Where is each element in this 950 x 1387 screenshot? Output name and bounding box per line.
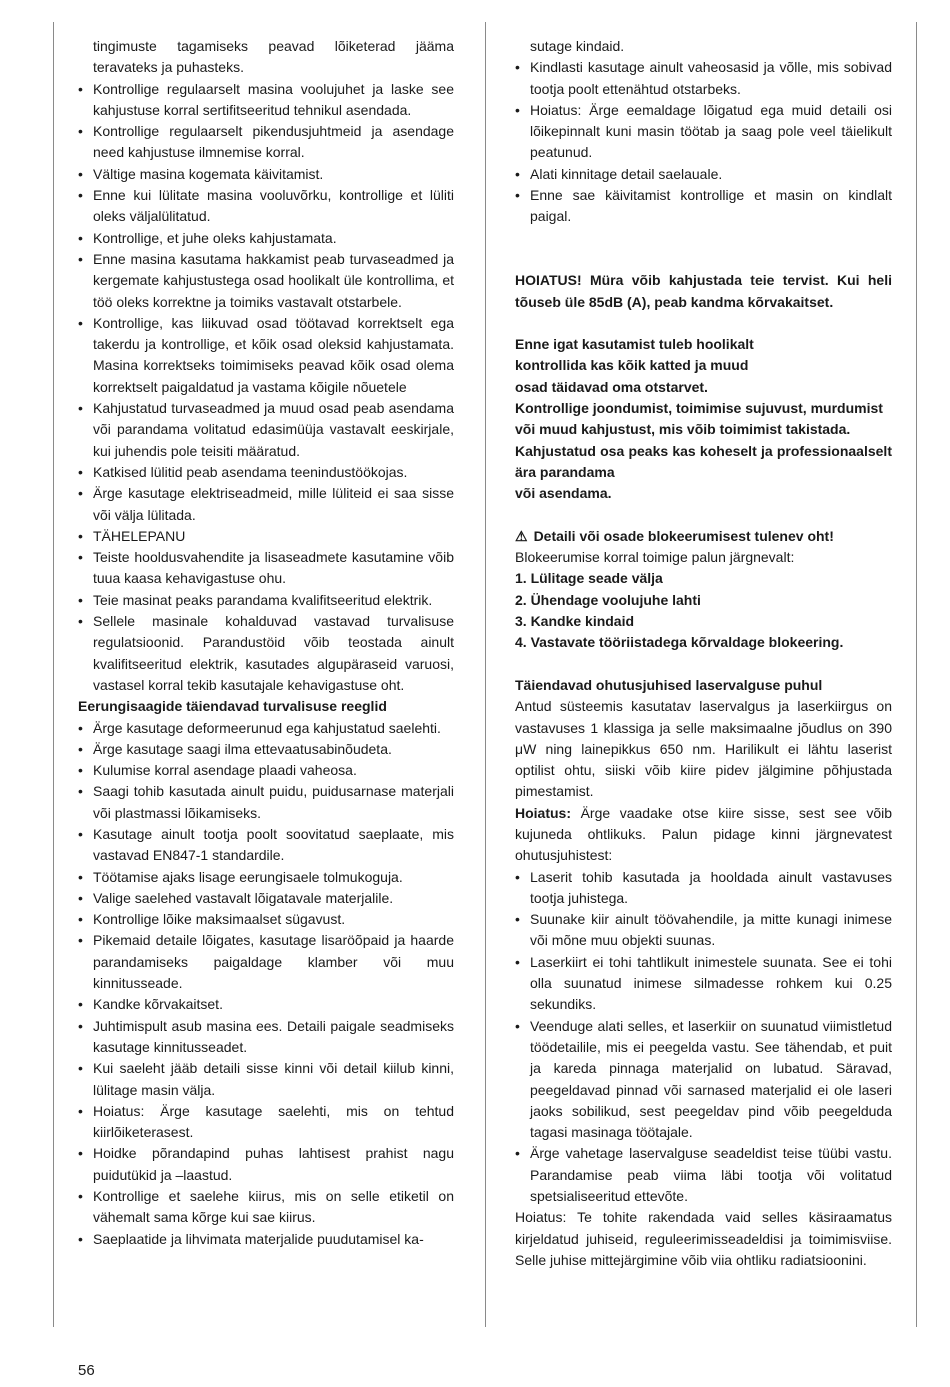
list-item: • Kasutage ainult tootja poolt soovitatud saeplaate, mis vastavad EN847-1 standardile. [78,824,454,867]
list-item: • Enne sae käivitamist kontrollige et masin on kindlalt paigal. [515,185,892,228]
list-item: • Laserit tohib kasutada ja hooldada ainult vastavuses tootja juhistega. [515,867,892,910]
inspection-line: Kontrollige joondumist, toimimise sujuvust, murdumist [515,400,883,417]
inspection-line: Enne igat kasutamist tuleb hoolikalt [515,336,754,353]
warning-triangle-icon: ⚠ [515,527,528,544]
inspection-line: osad täidavad oma otstarvet. [515,378,708,395]
laser-intro: Antud süsteemis kasutatav laservalgus ja laserkiirgus on vastavuses 1 klassiga ja selle maksimaalne jõudlus on 390 μW ning lainepikkus 650 nm. Harilikult ei lähtu laserist optilist ohtu, siiski võib kiire pidev jälgimine põhjustada pimestamist. [515,698,892,800]
list-item: • Kulumise korral asendage plaadi vaheosa. [78,760,454,781]
laser-warning-label: Hoiatus: [515,804,571,821]
inspection-line: või asendama. [515,485,612,502]
page-number: 56 [78,1362,95,1379]
laser-heading: Täiendavad ohutusjuhised laservalguse puhul [515,676,823,693]
list-item: • Ärge kasutage elektriseadmeid, mille lüliteid ei saa sisse või välja lülitada. [78,483,454,526]
list-item: • Saeplaatide ja lihvimata materjalide puudutamisel ka- [78,1229,454,1250]
section-heading: Eerungisaagide täiendavad turvalisuse reeglid [78,698,387,715]
list-item: • Hoidke põrandapind puhas lahtisest prahist nagu puidutükid ja –laastud. [78,1143,454,1186]
list-item: • Töötamise ajaks lisage eerungisaele tolmukoguja. [78,867,454,888]
inspection-line: kontrollida kas kõik katted ja muud [515,357,749,374]
inspection-line: Kahjustatud osa peaks kas koheselt ja professionaalselt ära parandama [515,442,892,480]
blockage-heading-line [515,526,892,547]
laser-warning-text: Ärge vaadake otse kiire sisse, sest see võib kujuneda ohtlikuks. Palun pidage kinni järgnevatest ohutusjuhistest: [515,804,892,864]
list-item: • Pikemaid detaile lõigates, kasutage lisaröõpaid ja haarde parandamiseks paigaldage klamber või muu kinnitusseade. [78,930,454,994]
list-item: • Kandke kõrvakaitset. [78,994,454,1015]
noise-warning: HOIATUS! Müra võib kahjustada teie tervist. Kui heli tõuseb üle 85dB (A), peab kandma kõrvakaitset. [515,272,892,310]
list-item: • Kontrollige regulaarselt masina voolujuhet ja laske see kahjustuse korral sertifitseeritud tehnikul asendada. [78,79,454,122]
list-item: • Laserkiirt ei tohi tahtlikult inimestele suunata. See ei tohi olla suunatud inimese silmadesse rohkem kui 0.25 sekundiks. [515,952,892,1016]
miter-saw-rules-list [78,718,454,1250]
laser-rules-list [515,867,892,1208]
inspection-line: või muud kahjustust, mis võib toimimist takistada. [515,421,851,438]
inspection-block [515,334,892,504]
left-column [78,36,454,1250]
list-item: sutage kindaid. [530,38,625,54]
list-item: • Enne kui lülitate masina vooluvõrku, kontrollige et lüliti oleks väljalülitatud. [78,185,454,228]
list-item: • Hoiatus: Ärge kasutage saelehti, mis on tehtud kiirlõiketerasest. [78,1101,454,1144]
list-item: • Sellele masinale kohalduvad vastavad turvalisuse regulatsioonid. Parandustöid võib teostada ainult kvalifitseeritud elektrik, kasutades algupäraseid varuosi, vastasel korral tekib kasutajale kehavigastuse oht. [78,611,454,696]
list-item: • Teie masinat peaks parandama kvalifitseeritud elektrik. [78,590,454,611]
list-item: tingimuste tagamiseks peavad lõiketerad jääma teravateks ja puhasteks. [93,38,454,76]
list-item: • Kui saeleht jääb detaili sisse kinni või detail kiilub kinni, lülitage masin välja. [78,1058,454,1101]
list-item: • Hoiatus: Ärge eemaldage lõigatud ega muid detaili osi lõikepinnalt kuni masin töötab ja saag pole veel täielikult peatunud. [515,100,892,164]
list-item: • Ärge kasutage saagi ilma ettevaatusabinõudeta. [78,739,454,760]
list-item: • Vältige masina kogemata käivitamist. [78,164,454,185]
laser-warning [515,803,892,867]
list-item: • Alati kinnitage detail saelauale. [515,164,892,185]
list-item: • Saagi tohib kasutada ainult puidu, puidusarnase materjali või plastmassi lõikamiseks. [78,781,454,824]
blockage-step: 3. Kandke kindaid [515,613,635,630]
blockage-heading: Detaili või osade blokeerumisest tulenev oht! [533,527,834,544]
list-item: • Kahjustatud turvaseadmed ja muud osad peab asendama või parandama volitatud edasimüüja vastavalt eeskirjale, kui juhendis pole teisiti määratud. [78,398,454,462]
list-item: • Ärge kasutage deformeerunud ega kahjustatud saelehti. [78,718,454,739]
continued-rules-list [515,36,892,228]
column-rule-middle [485,22,486,1327]
blockage-intro: Blokeerumise korral toimige palun järgnevalt: [515,549,795,566]
list-item: • Juhtimispult asub masina ees. Detaili paigale seadmiseks kasutage kinnitusseadet. [78,1016,454,1059]
right-column [515,36,892,1271]
column-rule-left [53,22,54,1327]
blockage-step: 4. Vastavate tööriistadega kõrvaldage blokeering. [515,634,844,651]
list-item: • Veenduge alati selles, et laserkiir on suunatud viimistletud töödetailile, mis ei peegelda vastu. See tähendab, et puit ja kareda pinnaga materjalid on lubatud. Säravad, peegeldavad pinnad või sarnased materjalid ei ole laseri jaoks sobilikud, sest peegeldav pind võib peegelduda tagasi masinaga töötajale. [515,1016,892,1144]
list-item: • Katkised lülitid peab asendama teenindustöökojas. [78,462,454,483]
blockage-step: 1. Lülitage seade välja [515,570,663,587]
list-item: • Kontrollige et saelehe kiirus, mis on selle etiketil on vähemalt sama kõrge kui sae kiirus. [78,1186,454,1229]
column-rule-right [916,22,917,1327]
list-item: • Kontrollige lõike maksimaalset sügavust. [78,909,454,930]
list-item: • Ärge vahetage laservalguse seadeldist teise tüübi vastu. Parandamise peab viima läbi tootja või volitatud spetsialiseeritud ettevõte. [515,1143,892,1207]
blockage-step: 2. Ühendage voolujuhe lahti [515,591,701,608]
list-item: • Kontrollige, kas liikuvad osad töötavad korrektselt ega takerdu ja kontrollige, et kõik osad oleksid kahjustamata. Masina korrektseks toimimiseks peavad kõik osad olema korrektselt paigaldatud ja vastama kõigile nõuetele [78,313,454,398]
list-item: • Enne masina kasutama hakkamist peab turvaseadmed ja kergemate kahjustustega osad hoolikalt üle kontrollima, et töö oleks korrektne ja toimiks vastavalt otstarbele. [78,249,454,313]
closing-warning: Hoiatus: Te tohite rakendada vaid selles käsiraamatus kirjeldatud juhiseid, reguleerimisseadeldisi ja toimimisviise. Selle juhise mittejärgimine võib viia ohtliku radiatsioonini. [515,1209,892,1268]
list-item: • TÄHELEPANU [78,526,454,547]
list-item: • Kontrollige, et juhe oleks kahjustamata. [78,228,454,249]
list-item: • Teiste hooldusvahendite ja lisaseadmete kasutamine võib tuua kaasa kehavigastuse ohu. [78,547,454,590]
list-item: • Kontrollige regulaarselt pikendusjuhtmeid ja asendage need kahjustuse ilmnemise korral. [78,121,454,164]
list-item: • Kindlasti kasutage ainult vaheosasid ja võlle, mis sobivad tootja poolt ettenähtud otstarbeks. [515,57,892,100]
list-item: • Valige saelehed vastavalt lõigatavale materjalile. [78,888,454,909]
general-safety-list [78,36,454,696]
list-item: • Suunake kiir ainult töövahendile, ja mitte kunagi inimese või mõne muu objekti suunas. [515,909,892,952]
